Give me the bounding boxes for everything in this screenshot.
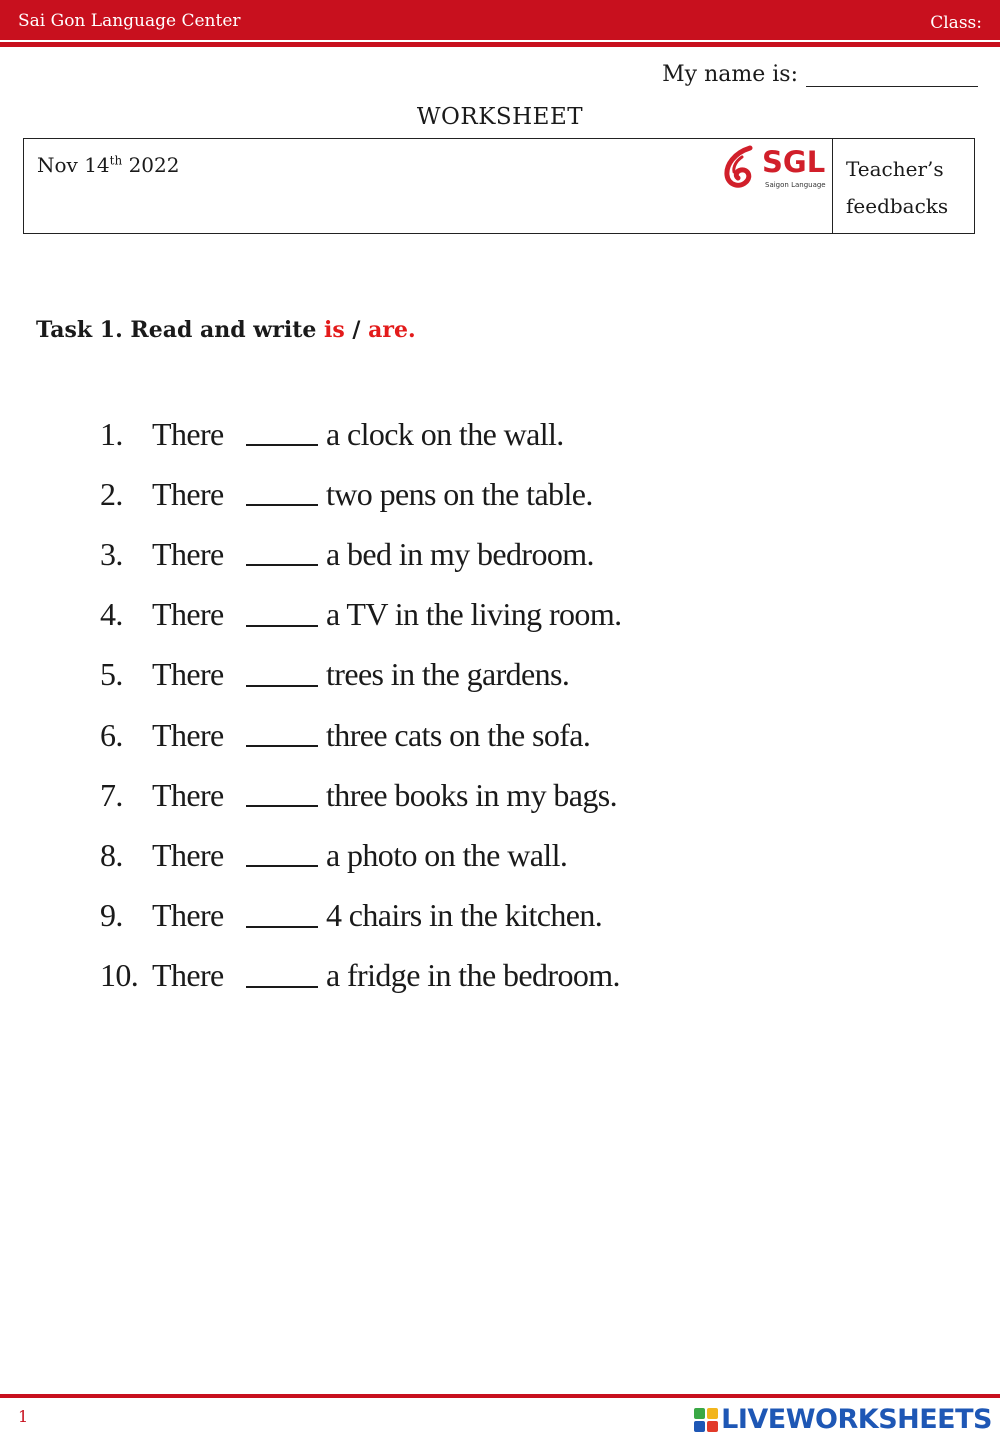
item-rest: trees in the gardens. <box>326 656 570 693</box>
answer-blank[interactable] <box>246 843 318 867</box>
exercise-item <box>100 765 622 825</box>
item-number: 8. <box>100 836 123 873</box>
task-title <box>36 317 416 343</box>
answer-blank[interactable] <box>246 542 318 566</box>
item-word: There <box>152 776 224 813</box>
student-name-line <box>662 62 978 87</box>
center-name: Sai Gon Language Center <box>18 11 241 31</box>
answer-blank[interactable] <box>246 482 318 506</box>
class-label: Class: <box>930 13 982 33</box>
sgl-logo <box>720 145 830 195</box>
header-bar <box>0 0 1000 40</box>
sgl-swirl-icon <box>720 145 760 193</box>
answer-blank[interactable] <box>246 904 318 928</box>
item-word: There <box>152 656 224 693</box>
item-rest: two pens on the table. <box>326 475 593 512</box>
task-option-is: is <box>324 317 345 343</box>
page-number: 1 <box>18 1407 29 1426</box>
item-number: 10. <box>100 957 139 994</box>
item-word: There <box>152 716 224 753</box>
item-number: 2. <box>100 475 123 512</box>
item-number: 3. <box>100 535 123 572</box>
exercise-item <box>100 946 622 1006</box>
exercise-list <box>100 404 622 1006</box>
info-box <box>23 138 975 234</box>
answer-blank[interactable] <box>246 603 318 627</box>
exercise-item <box>100 886 622 946</box>
item-rest: a clock on the wall. <box>326 415 564 452</box>
liveworksheets-blocks-icon <box>694 1408 718 1432</box>
item-number: 7. <box>100 776 123 813</box>
item-word: There <box>152 475 224 512</box>
answer-blank[interactable] <box>246 964 318 988</box>
name-blank[interactable] <box>806 62 978 87</box>
item-rest: three books in my bags. <box>326 776 618 813</box>
exercise-item <box>100 825 622 885</box>
exercise-item <box>100 705 622 765</box>
item-word: There <box>152 415 224 452</box>
answer-blank[interactable] <box>246 663 318 687</box>
date-sup: th <box>109 153 123 168</box>
footer-divider <box>0 1394 1000 1398</box>
logo-text: SGL <box>762 145 826 179</box>
feedback-label-line2: feedbacks <box>846 194 949 218</box>
answer-blank[interactable] <box>246 422 318 446</box>
item-number: 5. <box>100 656 123 693</box>
exercise-item <box>100 404 622 464</box>
item-number: 1. <box>100 415 123 452</box>
exercise-item <box>100 645 622 705</box>
item-number: 4. <box>100 596 123 633</box>
feedback-label-line1: Teacher’s <box>846 157 944 181</box>
liveworksheets-brand: LIVEWORKSHEETS <box>721 1404 992 1435</box>
item-word: There <box>152 957 224 994</box>
item-rest: a fridge in the bedroom. <box>326 957 620 994</box>
exercise-item <box>100 524 622 584</box>
teacher-feedback-cell <box>832 139 974 233</box>
item-word: There <box>152 897 224 934</box>
item-word: There <box>152 535 224 572</box>
item-rest: 4 chairs in the kitchen. <box>326 897 603 934</box>
item-rest: a photo on the wall. <box>326 836 568 873</box>
exercise-item <box>100 585 622 645</box>
item-word: There <box>152 596 224 633</box>
date-prefix: Nov 14 <box>37 153 110 177</box>
answer-blank[interactable] <box>246 783 318 807</box>
item-word: There <box>152 836 224 873</box>
answer-blank[interactable] <box>246 723 318 747</box>
task-option-are: are. <box>368 317 416 343</box>
item-number: 6. <box>100 716 123 753</box>
item-rest: a TV in the living room. <box>326 596 622 633</box>
worksheet-date <box>37 153 179 177</box>
logo-subtext: Saigon Language <box>765 181 826 189</box>
task-separator: / <box>344 317 369 343</box>
item-rest: three cats on the sofa. <box>326 716 591 753</box>
item-rest: a bed in my bedroom. <box>326 535 594 572</box>
header-divider <box>0 42 1000 47</box>
page-title: WORKSHEET <box>416 104 584 130</box>
item-number: 9. <box>100 897 123 934</box>
liveworksheets-logo <box>694 1404 992 1435</box>
name-label: My name is: <box>662 62 798 87</box>
exercise-item <box>100 464 622 524</box>
date-suffix: 2022 <box>122 153 180 177</box>
task-prefix: Task 1. Read and write <box>36 317 325 343</box>
